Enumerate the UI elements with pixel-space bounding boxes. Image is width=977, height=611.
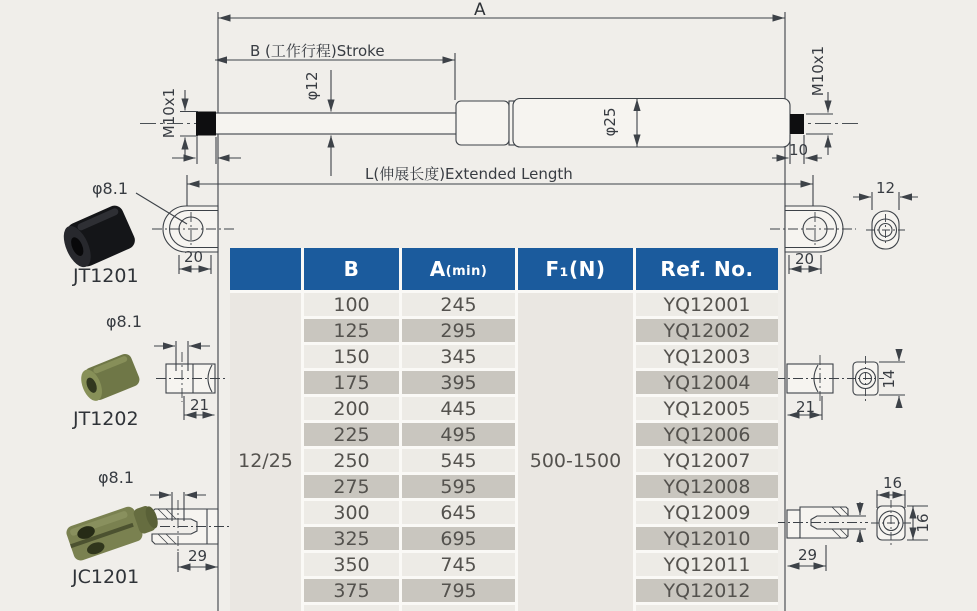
piston-head	[456, 101, 509, 145]
table-header-force: F₁(N)	[518, 248, 633, 290]
cell-amin: 595	[402, 475, 515, 498]
cell-stroke: 375	[304, 579, 399, 602]
table-header-amin-main: A	[429, 257, 446, 281]
jt1201-length-label: 20	[184, 248, 204, 266]
cell-amin: 395	[402, 371, 515, 394]
cell-amin: 445	[402, 397, 515, 420]
thread-end-right	[790, 114, 804, 134]
cell-partial	[402, 605, 515, 611]
rod-diameter-label: φ12	[303, 71, 321, 101]
right-clevis-height-label: 16	[914, 513, 932, 533]
cell-amin: 745	[402, 553, 515, 576]
jt1202-photo	[77, 352, 142, 405]
thread-end-left	[196, 112, 216, 136]
cell-amin: 545	[402, 449, 515, 472]
cell-ref: YQ12006	[636, 423, 778, 446]
table-header-stroke: B	[304, 248, 399, 290]
dim-l-label: L(伸展长度)Extended Length	[365, 165, 573, 183]
cell-stroke: 125	[304, 319, 399, 342]
dim-b-label: B (工作行程)Stroke	[250, 42, 385, 60]
cell-partial	[636, 605, 778, 611]
cylinder-tube	[513, 99, 790, 148]
jc1201-hole-label: φ8.1	[98, 468, 134, 487]
cell-stroke: 350	[304, 553, 399, 576]
cell-ref: YQ12001	[636, 293, 778, 316]
right-block-height-label: 14	[880, 369, 898, 389]
force-range-cell: 500-1500	[518, 293, 633, 611]
right-clevis-drawing	[775, 490, 928, 571]
cell-stroke: 325	[304, 527, 399, 550]
cell-stroke: 175	[304, 371, 399, 394]
right-eyelet-width-label: 12	[876, 179, 896, 197]
cell-stroke: 225	[304, 423, 399, 446]
cell-stroke: 300	[304, 501, 399, 524]
cell-stroke: 200	[304, 397, 399, 420]
dim-a-label: A	[474, 0, 486, 20]
table-header-ref: Ref. No.	[636, 248, 778, 290]
cell-ref: YQ12012	[636, 579, 778, 602]
cell-stroke: 275	[304, 475, 399, 498]
table-header-amin-sub: (min)	[445, 263, 488, 279]
right-block-length-label: 21	[796, 398, 816, 416]
cell-amin: 495	[402, 423, 515, 446]
right-clevis-length-label: 29	[798, 546, 818, 564]
cell-stroke: 150	[304, 345, 399, 368]
cell-stroke: 100	[304, 293, 399, 316]
cell-ref: YQ12008	[636, 475, 778, 498]
cell-ref: YQ12011	[636, 553, 778, 576]
jc1201-photo	[65, 499, 163, 563]
jt1202-hole-label: φ8.1	[106, 312, 142, 331]
right-block-drawing	[775, 349, 905, 420]
cell-stroke: 250	[304, 449, 399, 472]
piston-rod	[215, 113, 457, 134]
table-header-blank	[230, 248, 301, 290]
right-eyelet-drawing	[770, 192, 918, 274]
cell-ref: YQ12003	[636, 345, 778, 368]
jt1201-photo	[58, 203, 138, 272]
cell-ref: YQ12004	[636, 371, 778, 394]
right-eyelet-length-label: 20	[795, 250, 815, 268]
spec-table	[230, 248, 778, 611]
jt1202-name-label: JT1202	[73, 408, 139, 430]
cell-ref: YQ12007	[636, 449, 778, 472]
jc1201-length-label: 29	[188, 547, 208, 565]
jc1201-name-label: JC1201	[72, 566, 140, 588]
cell-partial	[304, 605, 399, 611]
cell-amin: 245	[402, 293, 515, 316]
right-clevis-width-label: 16	[883, 474, 903, 492]
jt1201-hole-label: φ8.1	[92, 179, 128, 198]
cell-amin: 695	[402, 527, 515, 550]
jt1202-length-label: 21	[190, 396, 210, 414]
tube-diameter-label: φ25	[601, 107, 619, 137]
jt1201-name-label: JT1201	[73, 265, 139, 287]
cell-ref: YQ12005	[636, 397, 778, 420]
cell-ref: YQ12009	[636, 501, 778, 524]
left-block-drawing	[154, 341, 228, 420]
cell-ref: YQ12010	[636, 527, 778, 550]
thread-left-label: M10x1	[160, 87, 178, 139]
table-header-amin	[402, 248, 515, 290]
thread-length-label: 10	[789, 141, 809, 159]
cell-amin: 795	[402, 579, 515, 602]
cell-amin: 295	[402, 319, 515, 342]
cell-amin: 345	[402, 345, 515, 368]
cell-ref: YQ12002	[636, 319, 778, 342]
rod-tube-cell: 12/25	[230, 293, 301, 611]
left-clevis-drawing	[142, 492, 230, 572]
left-eyelet-drawing	[136, 193, 236, 274]
thread-right-label: M10x1	[809, 45, 827, 97]
cell-amin: 645	[402, 501, 515, 524]
